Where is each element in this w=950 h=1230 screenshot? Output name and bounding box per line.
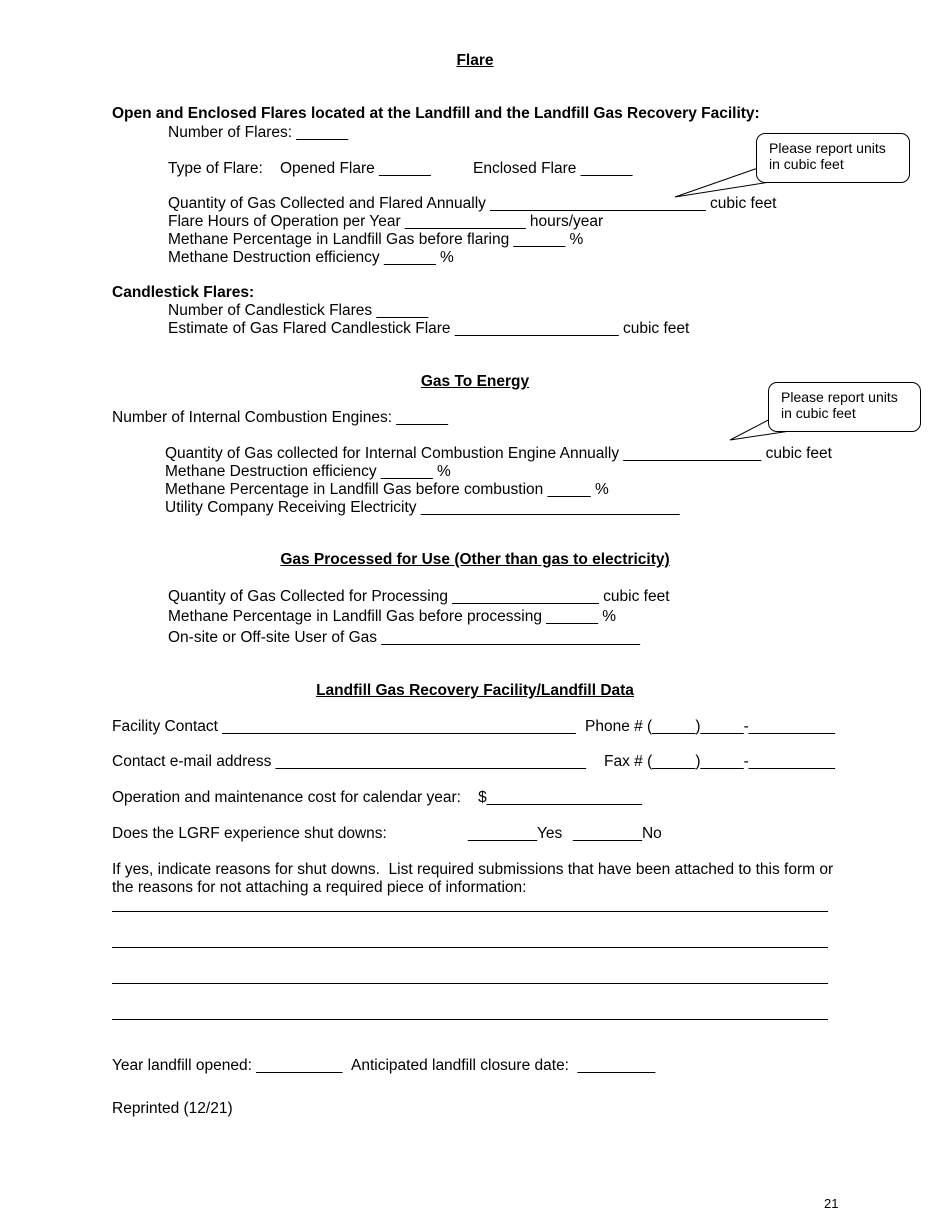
shutdown-reasons-instructions: If yes, indicate reasons for shut downs. List required submissions that have been attached to this form or [112,861,834,878]
type-of-flare-label: Type of Flare: [168,160,263,177]
closure-date-field: Anticipated landfill closure date: _________ [351,1057,656,1074]
shutdowns-yes-field: ________Yes [468,825,563,842]
reprinted-note: Reprinted (12/21) [112,1100,233,1117]
answer-line [112,911,828,912]
shutdowns-question: Does the LGRF experience shut downs: [112,825,387,842]
flared-gas-quantity-field: Quantity of Gas Collected and Flared Annually _________________________ cubic feet [168,195,777,212]
number-of-flares-field: Number of Flares: ______ [168,124,349,141]
shutdown-reasons-instructions-cont: the reasons for not attaching a required piece of information: [112,879,527,896]
shutdowns-no-field: ________No [573,825,662,842]
candlestick-heading: Candlestick Flares: [112,284,255,301]
units-callout: Please report units in cubic feet [768,382,921,432]
engine-gas-quantity-field: Quantity of Gas collected for Internal Combustion Engine Annually ________________ cubic feet [165,445,832,462]
email-field: Contact e-mail address ____________________________________ [112,753,587,770]
processing-quantity-field: Quantity of Gas Collected for Processing _________________ cubic feet [168,588,670,605]
enclosed-flare-field: Enclosed Flare ______ [473,160,633,177]
candlestick-estimate-field: Estimate of Gas Flared Candlestick Flare ___________________ cubic feet [168,320,690,337]
gas-processed-title: Gas Processed for Use (Other than gas to electricity) [280,551,670,568]
flare-destruction-efficiency-field: Methane Destruction efficiency ______ % [168,249,454,266]
page-number: 21 [824,1196,839,1211]
units-callout: Please report units in cubic feet [756,133,910,183]
gas-user-field: On-site or Off-site User of Gas ______________________________ [168,629,640,646]
engine-methane-percentage-field: Methane Percentage in Landfill Gas before combustion _____ % [165,481,609,498]
phone-field: Phone # (_____)_____-__________ [585,718,835,735]
answer-line [112,947,828,948]
engines-number-field: Number of Internal Combustion Engines: ______ [112,409,449,426]
gas-to-energy-title: Gas To Energy [420,373,530,390]
answer-line [112,983,828,984]
fax-field: Fax # (_____)_____-__________ [604,753,835,770]
flare-methane-percentage-field: Methane Percentage in Landfill Gas before flaring ______ % [168,231,584,248]
lgrf-data-title: Landfill Gas Recovery Facility/Landfill Data [316,682,634,699]
candlestick-number-field: Number of Candlestick Flares ______ [168,302,429,319]
open-flares-heading: Open and Enclosed Flares located at the Landfill and the Landfill Gas Recovery Facility: [112,105,760,122]
om-cost-field: Operation and maintenance cost for calendar year: $__________________ [112,789,642,806]
page-title: Flare [456,52,494,69]
engine-destruction-efficiency-field: Methane Destruction efficiency ______ % [165,463,451,480]
processing-methane-percentage-field: Methane Percentage in Landfill Gas before processing ______ % [168,608,617,625]
opened-flare-field: Opened Flare ______ [280,160,431,177]
utility-company-field: Utility Company Receiving Electricity ______________________________ [165,499,680,516]
year-opened-field: Year landfill opened: __________ [112,1057,343,1074]
answer-line [112,1019,828,1020]
facility-contact-field: Facility Contact _________________________________________ [112,718,576,735]
flare-hours-field: Flare Hours of Operation per Year ______________ hours/year [168,213,604,230]
